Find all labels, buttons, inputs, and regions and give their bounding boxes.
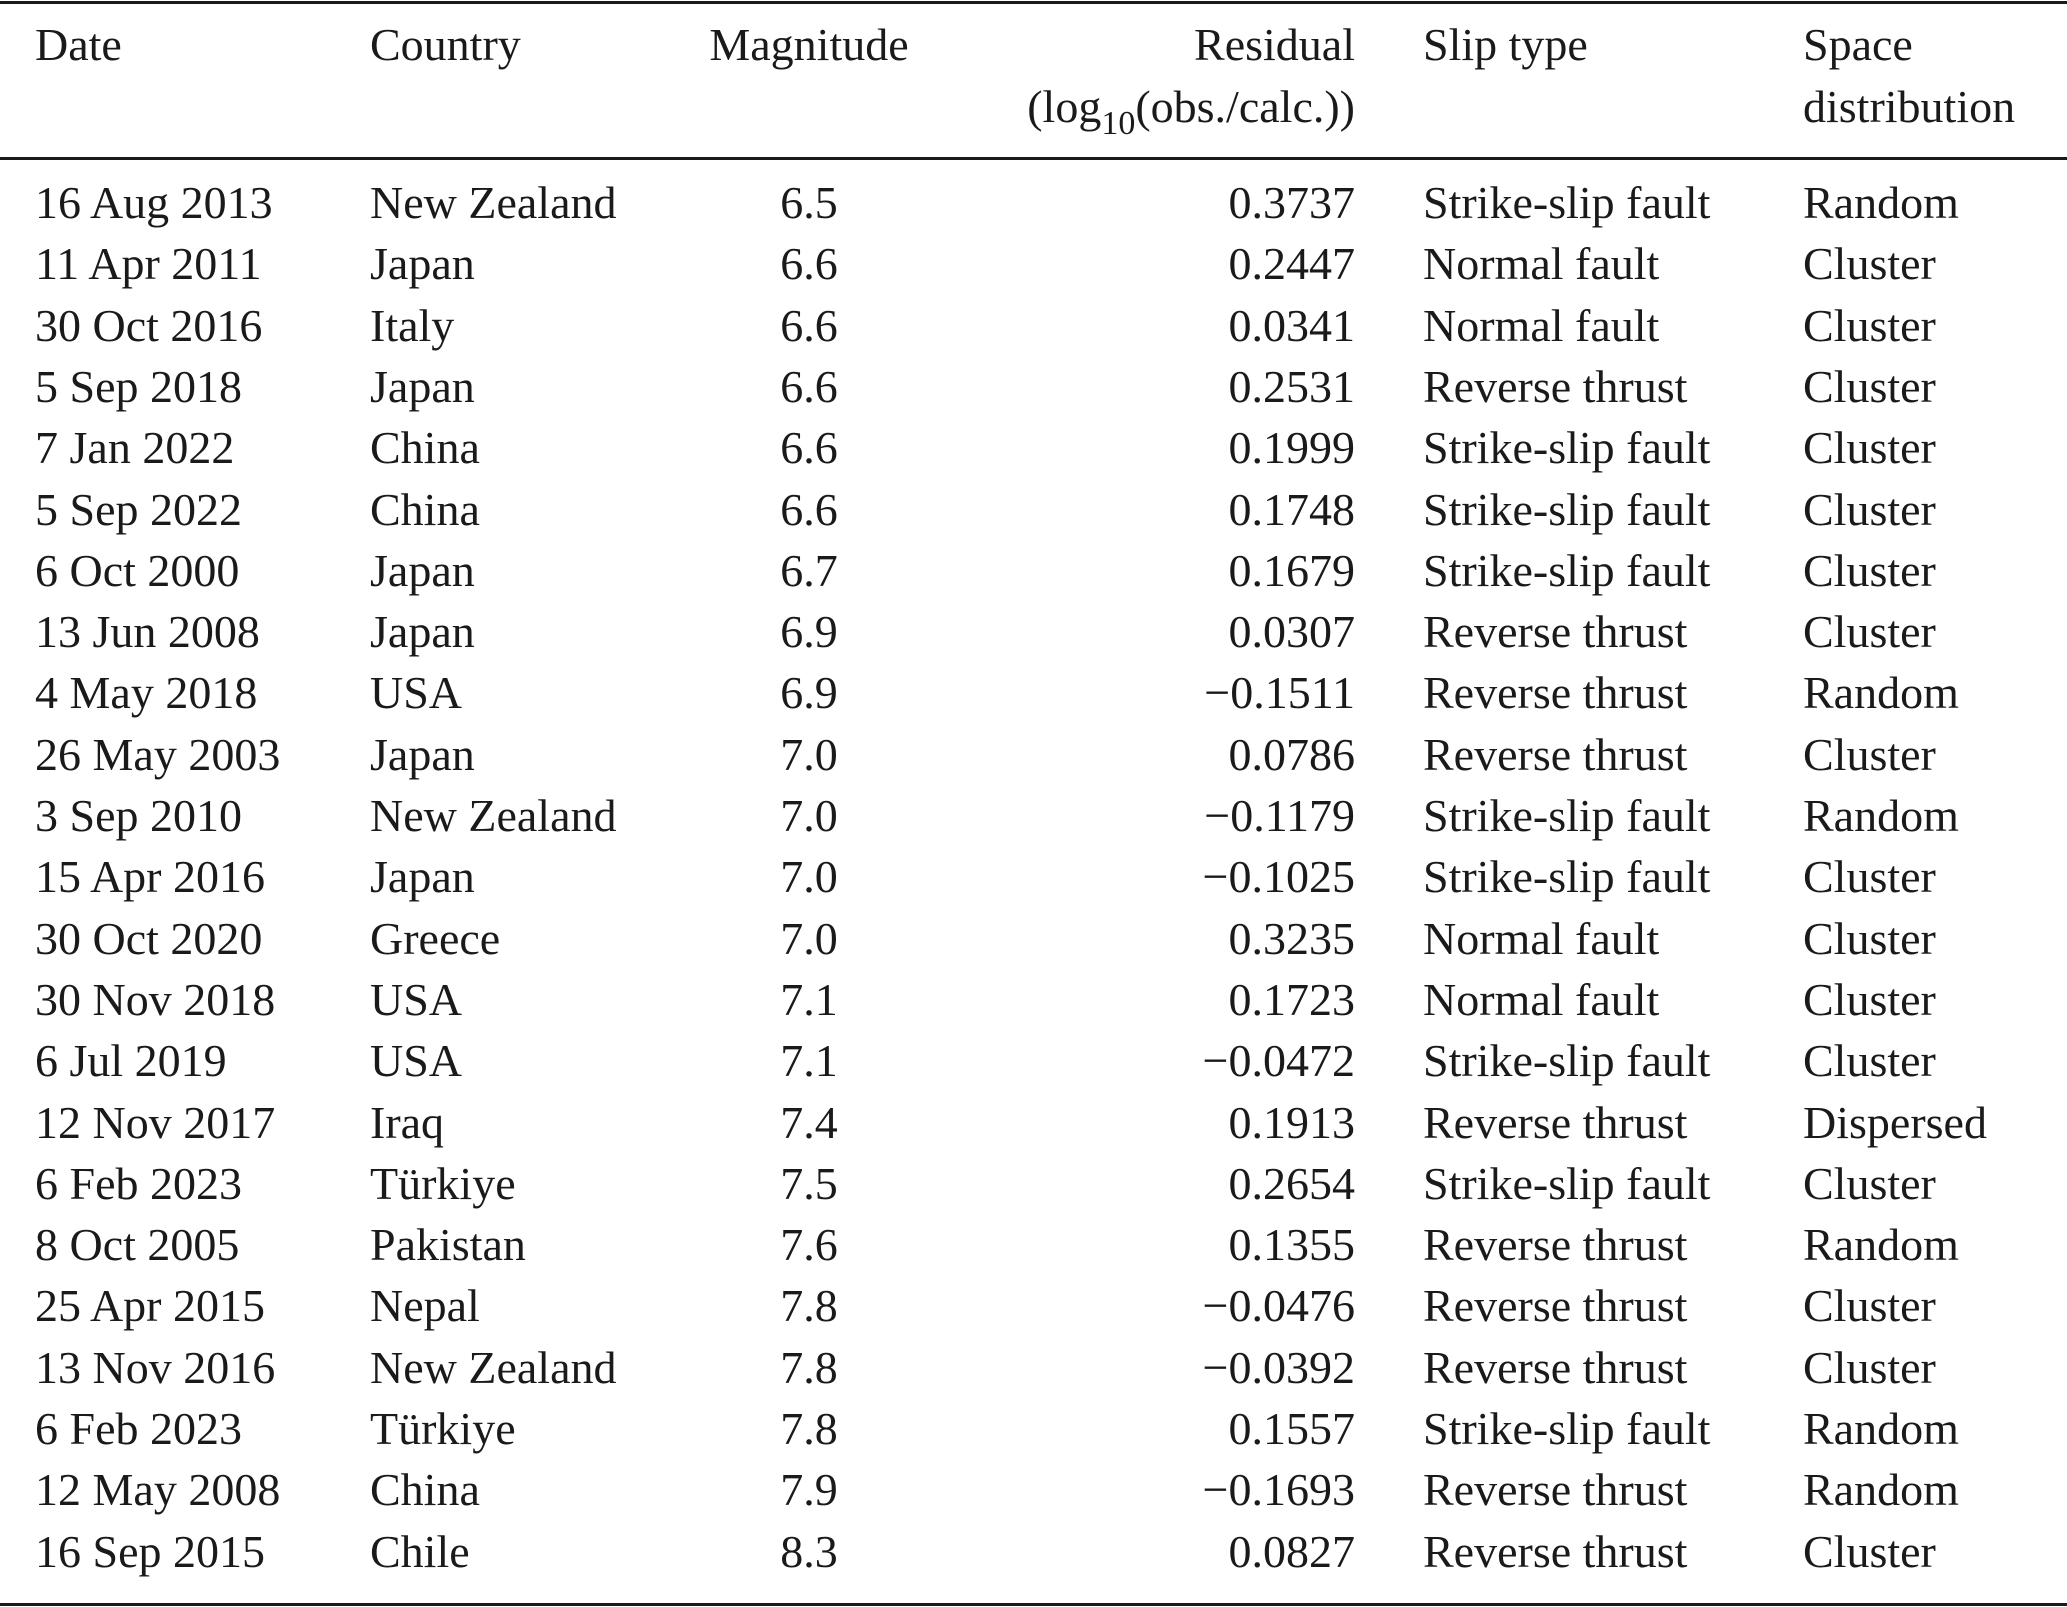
cell-residual: 0.1723: [1228, 974, 1355, 1025]
cell-residual: 0.1679: [1228, 545, 1355, 596]
cell-country: Türkiye: [370, 1403, 516, 1454]
cell-country: Japan: [370, 729, 475, 780]
cell-date: 26 May 2003: [35, 729, 281, 780]
cell-space-distribution: Random: [1803, 790, 1959, 841]
cell-magnitude: 7.0: [780, 913, 838, 964]
cell-space-distribution: Cluster: [1803, 545, 1936, 596]
top-rule: [0, 1, 2067, 4]
cell-country: Japan: [370, 545, 475, 596]
cell-residual: 0.2531: [1228, 361, 1355, 412]
cell-residual: −0.0392: [1202, 1342, 1355, 1393]
cell-slip-type: Reverse thrust: [1423, 606, 1688, 657]
cell-residual: −0.0476: [1202, 1280, 1355, 1331]
cell-country: Greece: [370, 913, 501, 964]
cell-space-distribution: Cluster: [1803, 606, 1936, 657]
cell-country: USA: [370, 974, 463, 1025]
cell-date: 16 Sep 2015: [35, 1526, 265, 1577]
cell-residual: −0.1179: [1204, 790, 1355, 841]
cell-date: 6 Oct 2000: [35, 545, 240, 596]
cell-date: 5 Sep 2022: [35, 484, 242, 535]
cell-country: New Zealand: [370, 790, 617, 841]
cell-magnitude: 6.6: [780, 238, 838, 289]
cell-residual: −0.0472: [1202, 1035, 1355, 1086]
cell-space-distribution: Cluster: [1803, 729, 1936, 780]
cell-magnitude: 6.5: [780, 177, 838, 228]
cell-space-distribution: Random: [1803, 667, 1959, 718]
cell-slip-type: Reverse thrust: [1423, 1342, 1688, 1393]
header-residual-line2: [990, 76, 1355, 143]
cell-slip-type: Normal fault: [1423, 238, 1660, 289]
cell-space-distribution: Cluster: [1803, 484, 1936, 535]
cell-slip-type: Reverse thrust: [1423, 1280, 1688, 1331]
header-residual-subscript: 10: [1101, 105, 1136, 142]
cell-slip-type: Strike-slip fault: [1423, 1035, 1711, 1086]
cell-residual: 0.2447: [1228, 238, 1355, 289]
cell-magnitude: 7.8: [780, 1342, 838, 1393]
header-residual-post: (obs./calc.)): [1135, 81, 1355, 132]
cell-space-distribution: Cluster: [1803, 1158, 1936, 1209]
cell-slip-type: Strike-slip fault: [1423, 1403, 1711, 1454]
cell-residual: 0.1355: [1228, 1219, 1355, 1270]
cell-residual: 0.3737: [1228, 177, 1355, 228]
cell-country: Nepal: [370, 1280, 480, 1331]
cell-country: USA: [370, 667, 463, 718]
cell-date: 13 Jun 2008: [35, 606, 260, 657]
cell-country: China: [370, 1464, 480, 1515]
cell-magnitude: 7.8: [780, 1280, 838, 1331]
cell-space-distribution: Random: [1803, 1464, 1959, 1515]
header-space-line1: Space: [1803, 19, 1913, 70]
cell-country: New Zealand: [370, 177, 617, 228]
bottom-rule: [0, 1603, 2067, 1606]
header-rule: [0, 157, 2067, 160]
header-residual-pre: (log: [1027, 81, 1102, 132]
cell-slip-type: Reverse thrust: [1423, 1526, 1688, 1577]
cell-date: 30 Oct 2020: [35, 913, 263, 964]
cell-magnitude: 7.0: [780, 729, 838, 780]
cell-space-distribution: Cluster: [1803, 1342, 1936, 1393]
cell-magnitude: 6.7: [780, 545, 838, 596]
cell-magnitude: 6.6: [780, 300, 838, 351]
cell-magnitude: 6.6: [780, 484, 838, 535]
cell-date: 30 Nov 2018: [35, 974, 276, 1025]
cell-magnitude: 7.8: [780, 1403, 838, 1454]
cell-date: 25 Apr 2015: [35, 1280, 265, 1331]
cell-space-distribution: Random: [1803, 177, 1959, 228]
cell-magnitude: 7.5: [780, 1158, 838, 1209]
cell-magnitude: 7.9: [780, 1464, 838, 1515]
cell-date: 7 Jan 2022: [35, 422, 235, 473]
cell-date: 8 Oct 2005: [35, 1219, 240, 1270]
cell-space-distribution: Cluster: [1803, 1526, 1936, 1577]
cell-residual: −0.1511: [1204, 667, 1355, 718]
cell-magnitude: 6.9: [780, 606, 838, 657]
cell-country: Iraq: [370, 1097, 445, 1148]
cell-residual: 0.3235: [1228, 913, 1355, 964]
cell-magnitude: 6.6: [780, 361, 838, 412]
cell-residual: 0.1913: [1228, 1097, 1355, 1148]
cell-slip-type: Strike-slip fault: [1423, 545, 1711, 596]
cell-slip-type: Reverse thrust: [1423, 667, 1688, 718]
cell-space-distribution: Cluster: [1803, 974, 1936, 1025]
cell-country: Japan: [370, 851, 475, 902]
cell-residual: 0.0786: [1228, 729, 1355, 780]
cell-residual: 0.1999: [1228, 422, 1355, 473]
cell-magnitude: 7.0: [780, 790, 838, 841]
cell-residual: 0.1557: [1228, 1403, 1355, 1454]
cell-slip-type: Strike-slip fault: [1423, 790, 1711, 841]
cell-date: 12 May 2008: [35, 1464, 281, 1515]
cell-country: Italy: [370, 300, 455, 351]
cell-space-distribution: Random: [1803, 1219, 1959, 1270]
header-space-line2: distribution: [1803, 81, 2016, 132]
cell-country: USA: [370, 1035, 463, 1086]
cell-date: 13 Nov 2016: [35, 1342, 276, 1393]
cell-slip-type: Normal fault: [1423, 300, 1660, 351]
cell-magnitude: 6.6: [780, 422, 838, 473]
cell-space-distribution: Cluster: [1803, 1280, 1936, 1331]
cell-space-distribution: Cluster: [1803, 361, 1936, 412]
cell-slip-type: Strike-slip fault: [1423, 851, 1711, 902]
cell-slip-type: Strike-slip fault: [1423, 484, 1711, 535]
cell-space-distribution: Cluster: [1803, 422, 1936, 473]
cell-space-distribution: Cluster: [1803, 851, 1936, 902]
cell-country: New Zealand: [370, 1342, 617, 1393]
cell-country: Chile: [370, 1526, 470, 1577]
cell-date: 4 May 2018: [35, 667, 258, 718]
cell-residual: −0.1693: [1202, 1464, 1355, 1515]
cell-slip-type: Strike-slip fault: [1423, 1158, 1711, 1209]
cell-date: 5 Sep 2018: [35, 361, 242, 412]
cell-date: 16 Aug 2013: [35, 177, 273, 228]
cell-residual: −0.1025: [1202, 851, 1355, 902]
cell-date: 6 Jul 2019: [35, 1035, 227, 1086]
cell-slip-type: Normal fault: [1423, 913, 1660, 964]
cell-space-distribution: Random: [1803, 1403, 1959, 1454]
cell-residual: 0.0307: [1228, 606, 1355, 657]
cell-slip-type: Normal fault: [1423, 974, 1660, 1025]
cell-country: Japan: [370, 238, 475, 289]
cell-magnitude: 7.1: [780, 974, 838, 1025]
cell-country: Japan: [370, 606, 475, 657]
cell-slip-type: Reverse thrust: [1423, 1219, 1688, 1270]
cell-space-distribution: Dispersed: [1803, 1097, 1987, 1148]
cell-country: China: [370, 484, 480, 535]
cell-magnitude: 7.6: [780, 1219, 838, 1270]
cell-space-distribution: Cluster: [1803, 238, 1936, 289]
cell-magnitude: 7.0: [780, 851, 838, 902]
cell-slip-type: Reverse thrust: [1423, 1097, 1688, 1148]
cell-space-distribution: Cluster: [1803, 1035, 1936, 1086]
header-magnitude: Magnitude: [709, 19, 909, 70]
cell-magnitude: 8.3: [780, 1526, 838, 1577]
cell-space-distribution: Cluster: [1803, 300, 1936, 351]
cell-slip-type: Strike-slip fault: [1423, 422, 1711, 473]
cell-slip-type: Strike-slip fault: [1423, 177, 1711, 228]
cell-country: China: [370, 422, 480, 473]
cell-slip-type: Reverse thrust: [1423, 729, 1688, 780]
cell-magnitude: 6.9: [780, 667, 838, 718]
cell-date: 6 Feb 2023: [35, 1403, 242, 1454]
cell-date: 6 Feb 2023: [35, 1158, 242, 1209]
header-country: Country: [370, 19, 521, 70]
cell-residual: 0.2654: [1228, 1158, 1355, 1209]
header-slip-type: Slip type: [1423, 19, 1588, 70]
cell-date: 11 Apr 2011: [35, 238, 262, 289]
cell-date: 30 Oct 2016: [35, 300, 263, 351]
header-date: Date: [35, 19, 122, 70]
header-residual-line1: Residual: [1194, 19, 1355, 70]
cell-residual: 0.1748: [1228, 484, 1355, 535]
cell-slip-type: Reverse thrust: [1423, 361, 1688, 412]
cell-magnitude: 7.1: [780, 1035, 838, 1086]
cell-magnitude: 7.4: [780, 1097, 838, 1148]
cell-date: 3 Sep 2010: [35, 790, 242, 841]
cell-space-distribution: Cluster: [1803, 913, 1936, 964]
cell-residual: 0.0341: [1228, 300, 1355, 351]
cell-date: 12 Nov 2017: [35, 1097, 276, 1148]
cell-date: 15 Apr 2016: [35, 851, 265, 902]
cell-country: Japan: [370, 361, 475, 412]
cell-country: Türkiye: [370, 1158, 516, 1209]
cell-residual: 0.0827: [1228, 1526, 1355, 1577]
cell-country: Pakistan: [370, 1219, 526, 1270]
cell-slip-type: Reverse thrust: [1423, 1464, 1688, 1515]
